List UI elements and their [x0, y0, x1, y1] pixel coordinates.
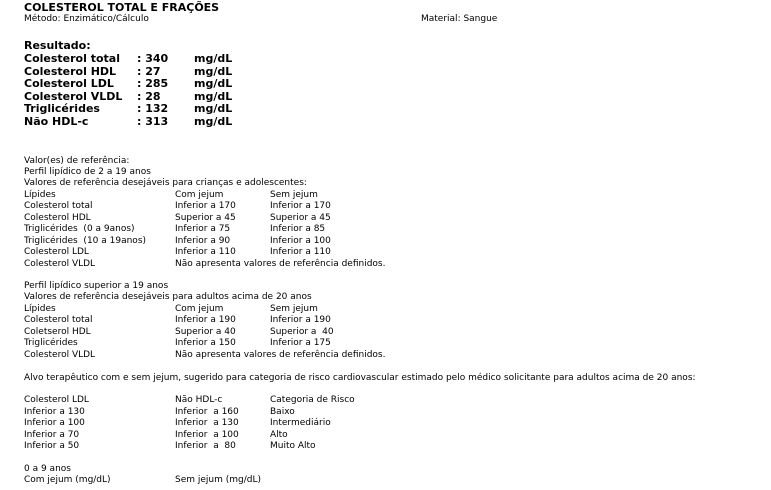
table-cell: Inferior a 130 [175, 418, 239, 428]
result-value: : 340 [137, 52, 169, 65]
table-cell: Inferior a 170 [175, 201, 236, 211]
exam-title: COLESTEROL TOTAL E FRAÇÕES [24, 1, 220, 14]
result-unit: mg/dL [194, 102, 233, 115]
result-value: : 285 [137, 77, 169, 90]
table-cell: Superior a 45 [270, 212, 331, 223]
table-cell: Inferior a 100 [270, 235, 331, 246]
table-cell: Muito Alto [270, 441, 316, 451]
result-heading: Resultado: [24, 39, 91, 52]
col-header: Lípides [24, 304, 56, 314]
ref-adults-desc: Valores de referência desejáveis para adultos acima de 20 anos [24, 292, 312, 302]
table-cell: Inferior a 160 [175, 406, 239, 417]
table-cell: Inferior a 175 [270, 338, 331, 348]
table-note: Não apresenta valores de referência definidos. [175, 349, 386, 360]
age-range-label: 0 a 9 anos [24, 464, 71, 474]
result-value: : 27 [137, 64, 161, 78]
table-cell: Coletserol HDL [24, 326, 91, 337]
table-cell: Triglicérides (0 a 9anos) [24, 224, 135, 234]
ref-children-desc: Valores de referência desejáveis para crianças e adolescentes: [24, 178, 307, 188]
table-cell: Colesterol HDL [24, 212, 91, 223]
ref-adults-profile: Perfil lipídico superior a 19 anos [24, 281, 169, 291]
table-cell: Inferior a 110 [270, 247, 331, 257]
result-unit: mg/dL [194, 77, 233, 90]
table-cell: Colesterol VLDL [24, 258, 96, 269]
table-cell: Colesterol total [24, 315, 93, 325]
result-value: : 28 [137, 89, 161, 103]
col-header: Não HDL-c [175, 395, 223, 405]
table-cell: Inferior a 85 [270, 224, 326, 234]
col-header: Sem jejum [270, 304, 318, 314]
table-cell: Triglicérides (10 a 19anos) [24, 235, 147, 246]
result-name: Triglicérides [24, 102, 100, 115]
col-header: Sem jejum [270, 190, 318, 200]
table-cell: Inferior a 80 [175, 441, 236, 451]
table-cell: Inferior a 70 [24, 429, 80, 440]
table-cell: Baixo [270, 406, 295, 417]
table-cell: Inferior a 170 [270, 201, 331, 211]
result-unit: mg/dL [194, 89, 233, 103]
table-cell: Inferior a 50 [24, 441, 80, 451]
table-cell: Inferior a 150 [175, 338, 236, 348]
table-note: Não apresenta valores de referência definidos. [175, 258, 386, 269]
table-cell: Colesterol total [24, 201, 93, 211]
table-cell: Colesterol LDL [24, 247, 89, 257]
table-cell: Superior a 45 [175, 212, 236, 223]
target-intro: Alvo terapêutico com e sem jejum, sugerido para categoria de risco cardiovascular estimado pelo médico solicitante para adultos acima de 20 anos: [24, 373, 696, 383]
result-name: Colesterol total [24, 52, 120, 65]
table-cell: Intermediário [270, 418, 331, 428]
table-cell: Triglicérides [24, 338, 78, 348]
col-header: Com jejum [175, 304, 224, 314]
col-header: Categoria de Risco [270, 395, 355, 405]
ref-children-profile: Perfil lipídico de 2 a 19 anos [24, 167, 151, 177]
result-name: Colesterol LDL [24, 77, 114, 90]
result-unit: mg/dL [194, 114, 233, 128]
table-cell: Inferior a 100 [24, 418, 85, 428]
result-name: Não HDL-c [24, 114, 89, 128]
nonfasting-col-label: Sem jejum (mg/dL) [175, 475, 262, 485]
table-cell: Inferior a 190 [270, 315, 331, 325]
col-header: Lípides [24, 190, 56, 200]
col-header: Com jejum [175, 190, 224, 200]
table-cell: Alto [270, 429, 288, 440]
col-header: Colesterol LDL [24, 395, 89, 405]
table-cell: Inferior a 100 [175, 429, 239, 440]
result-name: Colesterol HDL [24, 64, 117, 78]
ref-heading: Valor(es) de referência: [24, 156, 130, 166]
method-label: Método: Enzimático/Cálculo [24, 14, 149, 24]
fasting-col-label: Com jejum (mg/dL) [24, 475, 111, 485]
table-cell: Inferior a 110 [175, 247, 236, 257]
result-name: Colesterol VLDL [24, 89, 123, 103]
table-cell: Colesterol VLDL [24, 349, 96, 360]
result-unit: mg/dL [194, 52, 233, 65]
result-value: : 132 [137, 102, 169, 115]
result-value: : 313 [137, 114, 169, 128]
table-cell: Superior a 40 [270, 326, 334, 337]
result-unit: mg/dL [194, 64, 233, 78]
table-cell: Inferior a 130 [24, 406, 85, 417]
table-cell: Superior a 40 [175, 326, 236, 337]
material-label: Material: Sangue [421, 14, 498, 24]
table-cell: Inferior a 75 [175, 224, 231, 234]
table-cell: Inferior a 190 [175, 315, 236, 325]
table-cell: Inferior a 90 [175, 235, 231, 246]
